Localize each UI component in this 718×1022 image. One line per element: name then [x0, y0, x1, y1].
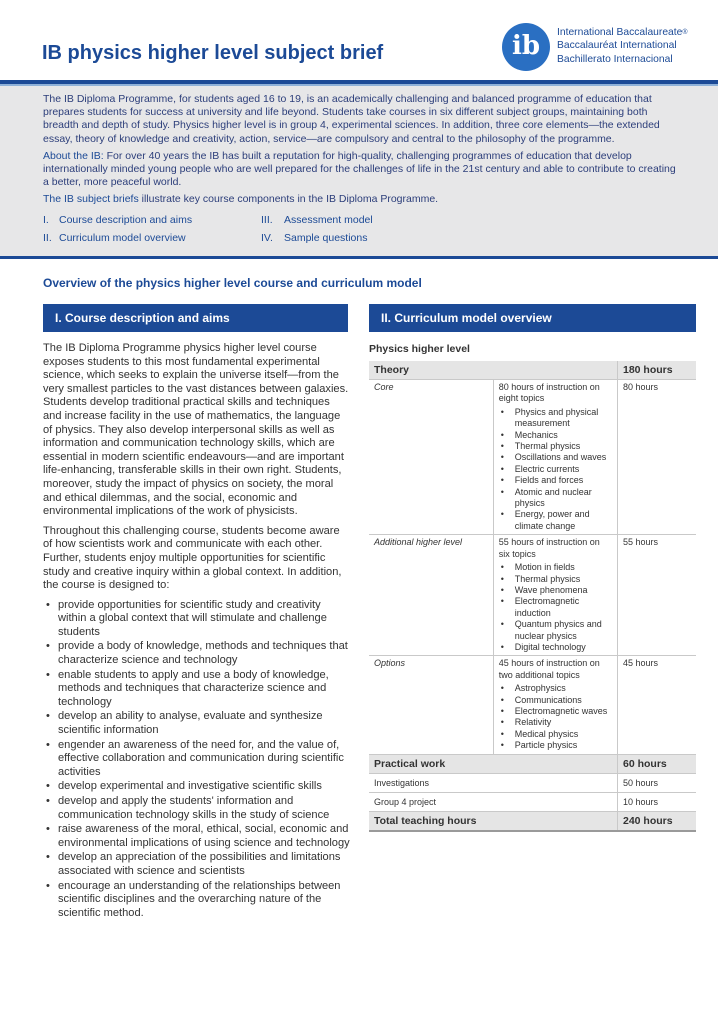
list-item: • develop an ability to analyse, evaluate and synthesize scientific information — [46, 710, 323, 737]
table-row: Options 45 hours of instruction on two additional topics • Astrophysics • Communications • Electromagnetic waves • Relativity • Medical physics • Particle physics 45 hours — [369, 656, 696, 754]
aims-list — [43, 599, 351, 921]
curriculum-model — [369, 343, 696, 832]
list-item: • develop experimental and investigative scientific skills — [46, 780, 322, 793]
org-name-fr: Baccalauréat International — [557, 40, 677, 52]
section-heading-curriculum: II. Curriculum model overview — [369, 304, 696, 332]
list-item: • provide a body of knowledge, methods and techniques that characterize science and technology — [46, 640, 348, 667]
section-heading-course: I. Course description and aims — [43, 304, 348, 332]
toc-item: III. Assessment model — [261, 213, 373, 226]
course-description — [43, 342, 351, 921]
list-item: • enable students to apply and use a body of knowledge, methods and techniques that characterize science and technology — [46, 668, 329, 708]
table-row: Total teaching hours 240 hours — [369, 811, 696, 831]
toc-item: I. Course description and aims — [43, 213, 193, 226]
list-item: • engender an awareness of the need for, and the value of, effective collaboration and communication during scientific activities — [46, 738, 344, 778]
table-row: Theory 180 hours — [369, 361, 696, 380]
org-name-es: Bachillerato Internacional — [557, 53, 673, 65]
curriculum-table — [369, 361, 696, 832]
list-item: • raise awareness of the moral, ethical, social, economic and environmental implications of using science and technology — [46, 823, 350, 849]
page-title: IB physics higher level subject brief — [42, 42, 384, 64]
toc-item: IV. Sample questions — [261, 231, 368, 244]
table-of-contents — [43, 211, 643, 247]
course-paragraph: Throughout this challenging course, students become aware of how scientists work and communicate with each other. Further, students enjoy multiple opportunities for scientific study and creative inquiry within a global context. In addition, the course is designed to: — [43, 524, 342, 592]
page-header — [0, 0, 718, 80]
org-names — [557, 26, 688, 66]
org-name-en: International Baccalaureate® — [557, 27, 688, 38]
intro-divider — [0, 256, 718, 259]
about-paragraph: About the IB: For over 40 years the IB has built a reputation for high-quality, challenging programmes of education that develop internationally minded young people who are well prepared for the challenges of life in the 21st century and able to contribute to creating a better, more peaceful world. — [43, 149, 676, 189]
list-item: • encourage an understanding of the relationships between scientific disciplines and the overarching nature of the scientific method. — [46, 879, 341, 919]
list-item: • develop and apply the students' information and communication technology skills in the study of science — [46, 795, 330, 821]
course-paragraph: The IB Diploma Programme physics higher level course exposes students to this most fundamental experimental science, which seeks to explain the universe itself—from the very smallest particles to the vast distances between galaxies. Students develop traditional practical skills and techniques and increase facility in the use of mathematics, the language of physics. They also develop interpersonal skills as well as information and communication technology skills, which are essential in modern scientific endeavours—and are important life-enhancing, transferable skills in their own right. Students, moreover, study the impact of physics on society, the moral and ethical dilemmas, and the social, economic and environmental implications of the work of physicists. — [43, 342, 349, 518]
briefs-paragraph: The IB subject briefs illustrate key course components in the IB Diploma Programme. — [43, 193, 439, 206]
curriculum-subtitle: Physics higher level — [369, 343, 470, 355]
list-item: • develop an appreciation of the possibilities and limitations associated with science and scientists — [46, 851, 341, 877]
overview-heading: Overview of the physics higher level course and curriculum model — [43, 276, 422, 290]
table-row: Additional higher level 55 hours of instruction on six topics • Motion in fields • Thermal physics • Wave phenomena • Electromagnetic induction • Quantum physics and nuclear physics • Digital technology 55 hours — [369, 535, 696, 656]
table-row: Group 4 project 10 hours — [369, 792, 696, 811]
intro-paragraph: The IB Diploma Programme, for students aged 16 to 19, is an academically challenging and balanced programme of education that prepares students for success at university and life beyond. Students take courses in six different subject groups, maintaining both breadth and depth of study. Physics higher level is in group 4, experimental sciences. In addition, three core elements—the extended essay, theory of knowledge and creativity, action, service—are compulsory and central to the philosophy of the programme. — [43, 93, 660, 145]
table-row: Practical work 60 hours — [369, 754, 696, 773]
intro-panel — [0, 86, 718, 256]
table-row: Investigations 50 hours — [369, 773, 696, 792]
ib-logo: ib — [502, 23, 550, 71]
toc-item: II. Curriculum model overview — [43, 231, 186, 244]
list-item: • provide opportunities for scientific study and creativity within a global context that will stimulate and challenge students — [46, 598, 327, 638]
table-row: Core 80 hours of instruction on eight topics • Physics and physical measurement • Mechanics • Thermal physics • Oscillations and waves • Electric currents • Fields and forces • Atomic and nuclear physics • Energy, power and climate change 80 hours — [369, 380, 696, 535]
